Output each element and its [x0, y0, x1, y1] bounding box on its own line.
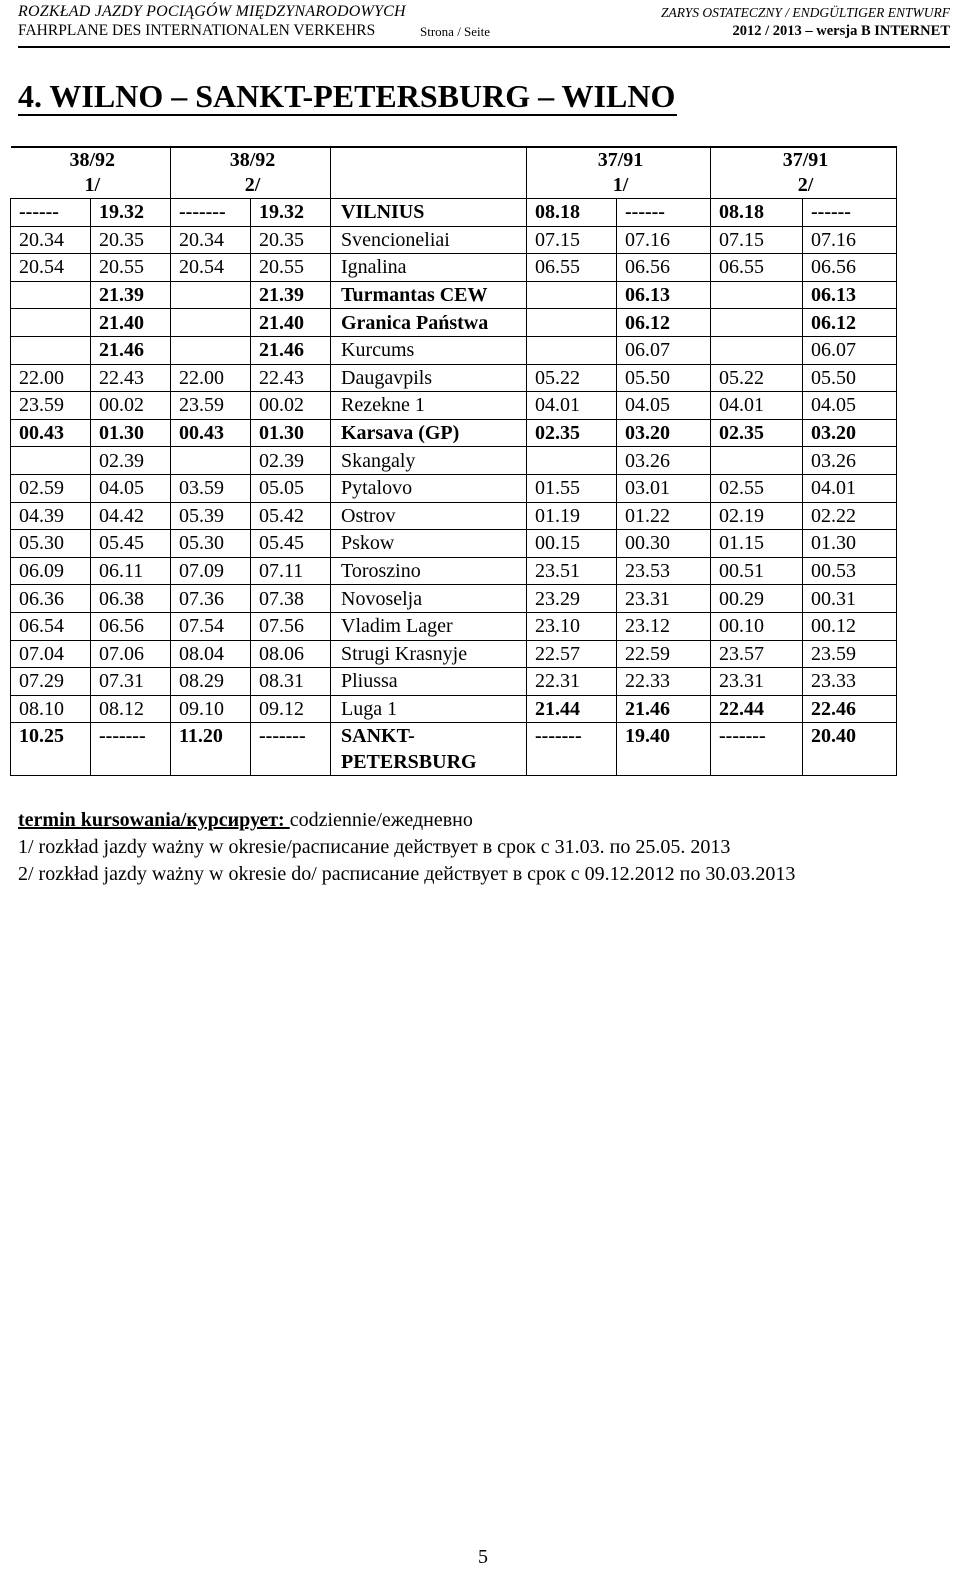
time-cell: 20.55: [91, 254, 171, 282]
table-row: [11, 254, 897, 282]
train-validity-ref: 1/: [84, 174, 101, 196]
time-cell: 06.11: [91, 557, 171, 585]
time-cell: ------: [617, 199, 711, 227]
train-validity-ref: 2/: [797, 174, 814, 196]
time-cell: [711, 309, 803, 337]
station-name: Karsava (GP): [331, 419, 527, 447]
time-cell: 04.01: [711, 392, 803, 420]
time-cell: 22.43: [251, 364, 331, 392]
time-cell: 06.55: [527, 254, 617, 282]
train-number: 38/92: [229, 149, 276, 171]
time-cell: [711, 447, 803, 475]
station-name: Strugi Krasnyje: [331, 640, 527, 668]
time-cell: 22.33: [617, 668, 711, 696]
time-cell: -------: [91, 723, 171, 776]
table-row: [11, 502, 897, 530]
time-cell: 23.53: [617, 557, 711, 585]
table-row: [11, 695, 897, 723]
time-cell: 06.54: [11, 612, 91, 640]
time-cell: [11, 447, 91, 475]
time-cell: 02.59: [11, 474, 91, 502]
time-cell: 23.29: [527, 585, 617, 613]
table-row: [11, 309, 897, 337]
train-number-header: [711, 147, 897, 199]
table-row: [11, 199, 897, 227]
table-row: [11, 474, 897, 502]
time-cell: 03.01: [617, 474, 711, 502]
time-cell: 01.22: [617, 502, 711, 530]
time-cell: 23.10: [527, 612, 617, 640]
station-name: Toroszino: [331, 557, 527, 585]
table-row: [11, 364, 897, 392]
time-cell: [527, 336, 617, 364]
time-cell: 00.02: [251, 392, 331, 420]
time-cell: 23.31: [711, 668, 803, 696]
time-cell: 05.39: [171, 502, 251, 530]
train-number-header: [11, 147, 171, 199]
time-cell: 21.44: [527, 695, 617, 723]
time-cell: 05.45: [251, 530, 331, 558]
station-name: Turmantas CEW: [331, 281, 527, 309]
time-cell: 07.15: [711, 226, 803, 254]
time-cell: 01.30: [803, 530, 897, 558]
train-number: 38/92: [69, 149, 116, 171]
time-cell: 02.22: [803, 502, 897, 530]
time-cell: 10.25: [11, 723, 91, 776]
time-cell: 22.31: [527, 668, 617, 696]
time-cell: 02.35: [527, 419, 617, 447]
time-cell: 20.54: [11, 254, 91, 282]
footer-term-value: codziennie/ежедневно: [289, 809, 473, 831]
time-cell: 21.39: [91, 281, 171, 309]
time-cell: [171, 309, 251, 337]
time-cell: 05.22: [527, 364, 617, 392]
time-cell: 06.56: [91, 612, 171, 640]
time-cell: [171, 447, 251, 475]
time-cell: 06.07: [617, 336, 711, 364]
table-row: [11, 226, 897, 254]
time-cell: 05.42: [251, 502, 331, 530]
header-page-label: Strona / Seite: [420, 24, 491, 39]
time-cell: 19.32: [91, 199, 171, 227]
time-cell: 00.10: [711, 612, 803, 640]
time-cell: 02.39: [251, 447, 331, 475]
station-name: Novoselja: [331, 585, 527, 613]
time-cell: 23.33: [803, 668, 897, 696]
station-name: Daugavpils: [331, 364, 527, 392]
time-cell: -------: [251, 723, 331, 776]
table-row: [11, 668, 897, 696]
time-cell: 00.43: [171, 419, 251, 447]
time-cell: 03.20: [617, 419, 711, 447]
time-cell: 22.57: [527, 640, 617, 668]
time-cell: 08.04: [171, 640, 251, 668]
station-name: VILNIUS: [331, 199, 527, 227]
time-cell: 04.05: [617, 392, 711, 420]
time-cell: 04.39: [11, 502, 91, 530]
time-cell: ------: [803, 199, 897, 227]
table-row: [11, 336, 897, 364]
time-cell: 20.34: [171, 226, 251, 254]
time-cell: 22.43: [91, 364, 171, 392]
time-cell: 03.26: [803, 447, 897, 475]
time-cell: 22.44: [711, 695, 803, 723]
time-cell: [11, 281, 91, 309]
timetable: [10, 146, 897, 776]
time-cell: 08.18: [527, 199, 617, 227]
time-cell: [527, 447, 617, 475]
time-cell: 05.30: [171, 530, 251, 558]
time-cell: 23.59: [803, 640, 897, 668]
time-cell: 06.55: [711, 254, 803, 282]
time-cell: 07.06: [91, 640, 171, 668]
table-row: [11, 612, 897, 640]
time-cell: 06.07: [803, 336, 897, 364]
station-name: Ignalina: [331, 254, 527, 282]
time-cell: [527, 309, 617, 337]
time-cell: 22.59: [617, 640, 711, 668]
table-row: [11, 281, 897, 309]
time-cell: 06.12: [803, 309, 897, 337]
station-name: Granica Państwa: [331, 309, 527, 337]
time-cell: 02.55: [711, 474, 803, 502]
time-cell: 20.40: [803, 723, 897, 776]
time-cell: 00.30: [617, 530, 711, 558]
time-cell: 00.53: [803, 557, 897, 585]
time-cell: 02.19: [711, 502, 803, 530]
time-cell: 22.00: [171, 364, 251, 392]
time-cell: 08.31: [251, 668, 331, 696]
train-number: 37/91: [782, 149, 829, 171]
time-cell: 05.22: [711, 364, 803, 392]
table-row: [11, 392, 897, 420]
time-cell: 23.59: [11, 392, 91, 420]
time-cell: 07.54: [171, 612, 251, 640]
time-cell: 06.56: [803, 254, 897, 282]
time-cell: 05.50: [617, 364, 711, 392]
footer-note-2: 2/ rozkład jazdy ważny w okresie do/ расписание действует в срок с 09.12.2012 по 30.03.2013: [18, 863, 796, 885]
time-cell: 02.39: [91, 447, 171, 475]
time-cell: 20.34: [11, 226, 91, 254]
station-name: SANKT-PETERSBURG: [331, 723, 527, 776]
time-cell: 08.12: [91, 695, 171, 723]
time-cell: 07.56: [251, 612, 331, 640]
train-number-header: [171, 147, 331, 199]
time-cell: 21.46: [617, 695, 711, 723]
station-name: Ostrov: [331, 502, 527, 530]
time-cell: 20.55: [251, 254, 331, 282]
time-cell: 07.38: [251, 585, 331, 613]
time-cell: 21.40: [91, 309, 171, 337]
time-cell: 22.00: [11, 364, 91, 392]
time-cell: 03.20: [803, 419, 897, 447]
page-header: [18, 0, 950, 48]
time-cell: 21.46: [91, 336, 171, 364]
time-cell: 00.31: [803, 585, 897, 613]
table-row: [11, 419, 897, 447]
time-cell: 19.40: [617, 723, 711, 776]
table-row: [11, 447, 897, 475]
time-cell: 01.30: [91, 419, 171, 447]
time-cell: 20.35: [91, 226, 171, 254]
time-cell: 22.46: [803, 695, 897, 723]
time-cell: [527, 281, 617, 309]
footer-note-1: 1/ rozkład jazdy ważny w okresie/расписание действует в срок с 31.03. по 25.05. 2013: [18, 836, 731, 858]
train-validity-ref: 1/: [612, 174, 629, 196]
page-title: 4. WILNO – SANKT-PETERSBURG – WILNO: [18, 78, 676, 114]
time-cell: 23.57: [711, 640, 803, 668]
time-cell: 04.05: [803, 392, 897, 420]
time-cell: 23.59: [171, 392, 251, 420]
header-title-pl: ROZKŁAD JAZDY POCIĄGÓW MIĘDZYNARODOWYCH: [18, 3, 406, 20]
time-cell: 09.12: [251, 695, 331, 723]
station-name: Rezekne 1: [331, 392, 527, 420]
time-cell: 04.05: [91, 474, 171, 502]
time-cell: 23.31: [617, 585, 711, 613]
header-version: 2012 / 2013 – wersja B INTERNET: [732, 23, 950, 39]
time-cell: 06.13: [803, 281, 897, 309]
time-cell: 08.29: [171, 668, 251, 696]
station-name: Skangaly: [331, 447, 527, 475]
time-cell: 04.01: [527, 392, 617, 420]
time-cell: 11.20: [171, 723, 251, 776]
train-number: 37/91: [597, 149, 644, 171]
time-cell: 21.40: [251, 309, 331, 337]
time-cell: 21.39: [251, 281, 331, 309]
time-cell: 06.13: [617, 281, 711, 309]
time-cell: 00.29: [711, 585, 803, 613]
time-cell: 20.35: [251, 226, 331, 254]
footer-term-label: termin kursowania/курсирует:: [18, 809, 290, 831]
time-cell: [171, 281, 251, 309]
time-cell: 05.05: [251, 474, 331, 502]
station-name: Svencioneliai: [331, 226, 527, 254]
time-cell: [171, 336, 251, 364]
time-cell: ------: [11, 199, 91, 227]
time-cell: -------: [171, 199, 251, 227]
time-cell: 00.02: [91, 392, 171, 420]
time-cell: 01.30: [251, 419, 331, 447]
time-cell: 23.12: [617, 612, 711, 640]
time-cell: 01.55: [527, 474, 617, 502]
table-row: [11, 723, 897, 776]
station-name: Pskow: [331, 530, 527, 558]
time-cell: [11, 336, 91, 364]
time-cell: 05.30: [11, 530, 91, 558]
table-row: [11, 640, 897, 668]
time-cell: 06.12: [617, 309, 711, 337]
time-cell: 08.18: [711, 199, 803, 227]
time-cell: 07.29: [11, 668, 91, 696]
time-cell: 07.16: [617, 226, 711, 254]
time-cell: [711, 281, 803, 309]
time-cell: 03.59: [171, 474, 251, 502]
time-cell: 06.56: [617, 254, 711, 282]
time-cell: 00.12: [803, 612, 897, 640]
footer-term: [18, 809, 473, 832]
table-row: [11, 585, 897, 613]
time-cell: 07.04: [11, 640, 91, 668]
time-cell: 19.32: [251, 199, 331, 227]
time-cell: 23.51: [527, 557, 617, 585]
time-cell: 04.01: [803, 474, 897, 502]
time-cell: [11, 309, 91, 337]
time-cell: 01.19: [527, 502, 617, 530]
time-cell: 08.06: [251, 640, 331, 668]
time-cell: 05.50: [803, 364, 897, 392]
table-row: [11, 557, 897, 585]
time-cell: 00.51: [711, 557, 803, 585]
train-number-header: [331, 147, 527, 199]
table-row: [11, 530, 897, 558]
time-cell: -------: [711, 723, 803, 776]
time-cell: 04.42: [91, 502, 171, 530]
time-cell: 21.46: [251, 336, 331, 364]
station-name: Kurcums: [331, 336, 527, 364]
time-cell: 07.31: [91, 668, 171, 696]
time-cell: 05.45: [91, 530, 171, 558]
header-draft-label: ZARYS OSTATECZNY / ENDGÜLTIGER ENTWURF: [660, 5, 950, 20]
time-cell: 08.10: [11, 695, 91, 723]
header-title-de: FAHRPLANE DES INTERNATIONALEN VERKEHRS: [18, 22, 376, 39]
station-name: Luga 1: [331, 695, 527, 723]
time-cell: [711, 336, 803, 364]
time-cell: 07.36: [171, 585, 251, 613]
train-number-header: [527, 147, 711, 199]
time-cell: 00.15: [527, 530, 617, 558]
station-name: Pliussa: [331, 668, 527, 696]
train-validity-ref: 2/: [244, 174, 261, 196]
time-cell: 07.11: [251, 557, 331, 585]
time-cell: 02.35: [711, 419, 803, 447]
time-cell: 01.15: [711, 530, 803, 558]
time-cell: 06.38: [91, 585, 171, 613]
station-name: Pytalovo: [331, 474, 527, 502]
time-cell: 20.54: [171, 254, 251, 282]
time-cell: 06.36: [11, 585, 91, 613]
time-cell: -------: [527, 723, 617, 776]
time-cell: 07.09: [171, 557, 251, 585]
time-cell: 00.43: [11, 419, 91, 447]
page-number: 5: [478, 1546, 488, 1568]
time-cell: 07.16: [803, 226, 897, 254]
time-cell: 09.10: [171, 695, 251, 723]
time-cell: 03.26: [617, 447, 711, 475]
time-cell: 06.09: [11, 557, 91, 585]
station-name: Vladim Lager: [331, 612, 527, 640]
timetable-header-row: [11, 147, 897, 199]
time-cell: 07.15: [527, 226, 617, 254]
